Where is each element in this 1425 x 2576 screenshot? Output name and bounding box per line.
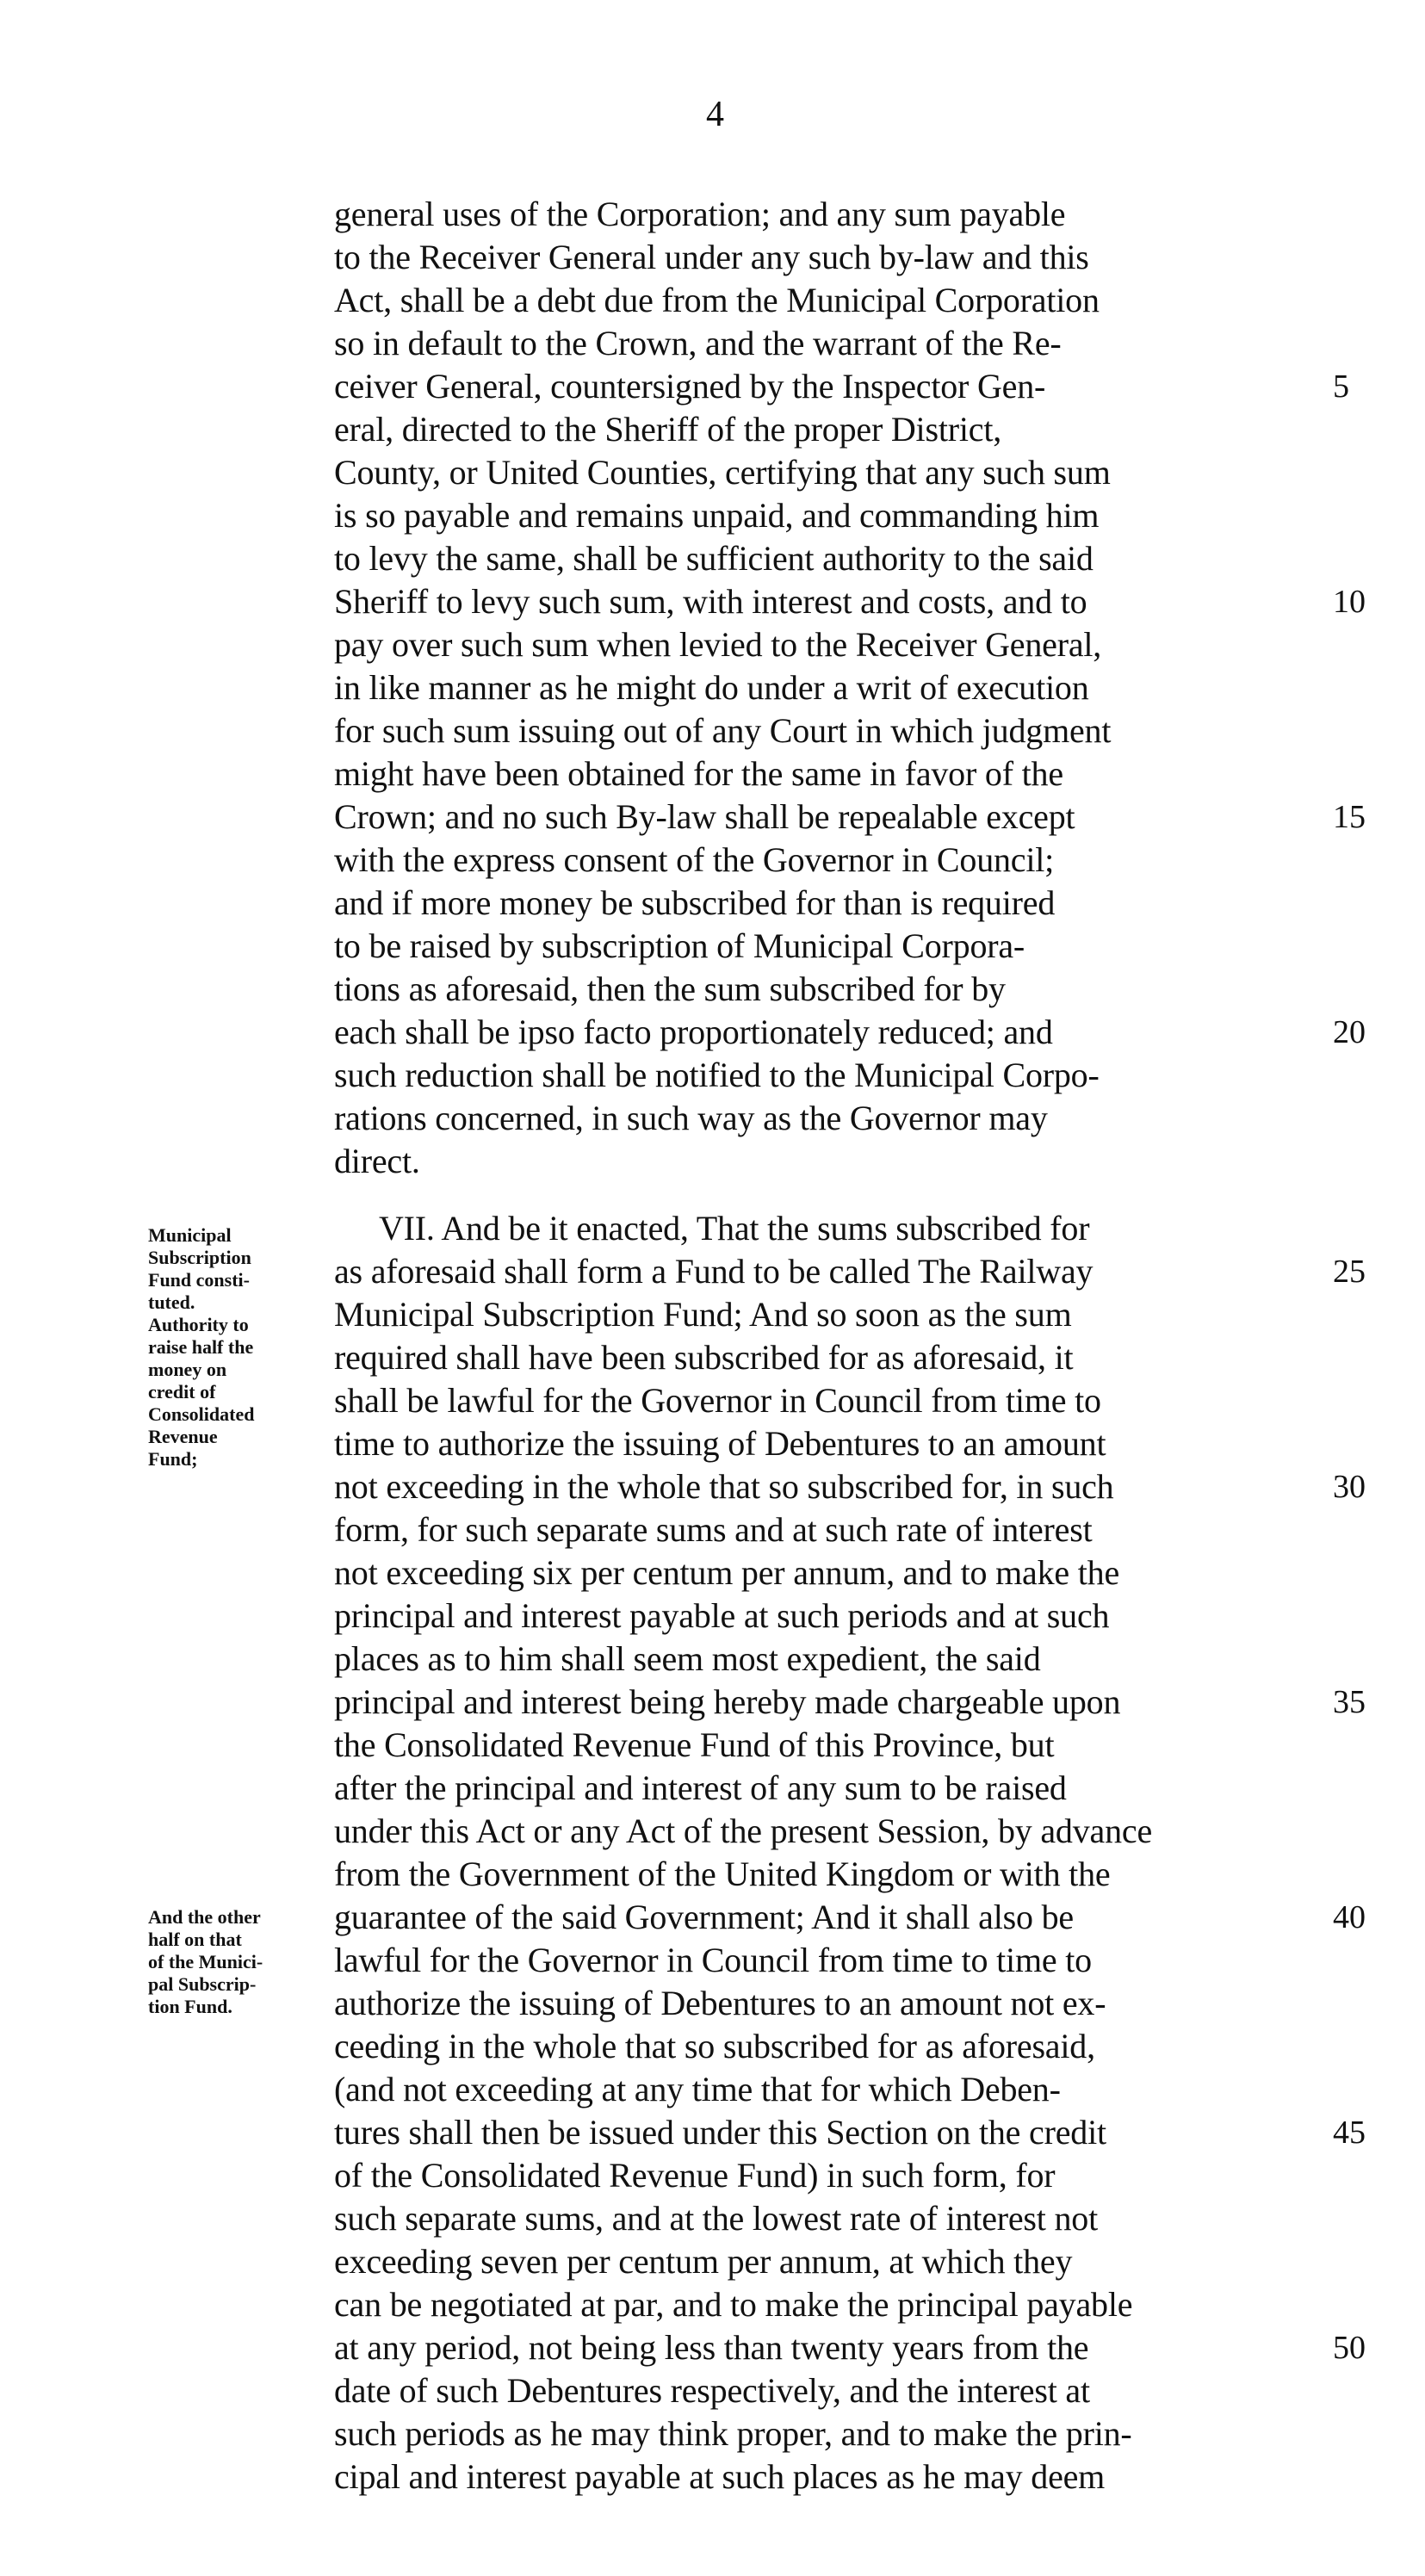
body-line: might have been obtained for the same in favor of the (334, 754, 1063, 793)
margin-note-line: Municipal (148, 1224, 232, 1246)
body-line: authorize the issuing of Debentures to an amount not ex- (334, 1984, 1106, 2022)
margin-note-line: raise half the (148, 1336, 254, 1358)
body-line: Crown; and no such By-law shall be repealable except (334, 797, 1075, 836)
body-line: Sheriff to levy such sum, with interest and costs, and to (334, 582, 1087, 621)
body-line: tions as aforesaid, then the sum subscribed for by (334, 969, 1006, 1008)
margin-note-line: half on that (148, 1929, 242, 1950)
margin-note-line: Authority to (148, 1314, 249, 1335)
body-line: of the Consolidated Revenue Fund) in such form, for (334, 2156, 1056, 2195)
line-number: 30 (1333, 1469, 1366, 1505)
body-line: each shall be ipso facto proportionately reduced; and (334, 1012, 1053, 1051)
body-line: to the Receiver General under any such by-law and this (334, 238, 1089, 276)
body-line: principal and interest payable at such periods and at such (334, 1596, 1110, 1635)
body-line: tures shall then be issued under this Section on the credit (334, 2113, 1106, 2152)
body-line: (and not exceeding at any time that for which Deben- (334, 2070, 1061, 2108)
margin-note-line: Consolidated (148, 1403, 255, 1425)
body-line: cipal and interest payable at such places as he may deem (334, 2457, 1106, 2496)
margin-note-line: money on (148, 1359, 227, 1380)
body-line: lawful for the Governor in Council from time to time to (334, 1941, 1092, 1979)
body-line: such separate sums, and at the lowest rate of interest not (334, 2199, 1099, 2238)
page-number: 4 (706, 95, 724, 134)
line-number: 5 (1333, 368, 1349, 405)
body-line: ceiver General, countersigned by the Inspector Gen- (334, 367, 1046, 406)
margin-note-line: of the Munici- (148, 1951, 263, 1972)
body-line: form, for such separate sums and at such rate of interest (334, 1510, 1093, 1549)
body-line: places as to him shall seem most expedient, the said (334, 1639, 1041, 1678)
margin-note-line: Fund; (148, 1448, 198, 1470)
line-number: 50 (1333, 2330, 1366, 2366)
body-line: with the express consent of the Governor in Council; (334, 840, 1055, 879)
body-line: in like manner as he might do under a writ of execution (334, 668, 1089, 707)
body-line: as aforesaid shall form a Fund to be called The Railway (334, 1252, 1094, 1291)
body-line: not exceeding in the whole that so subscribed for, in such (334, 1467, 1114, 1506)
margin-note-line: Subscription (148, 1247, 251, 1268)
line-number: 15 (1333, 799, 1366, 835)
body-line: such periods as he may think proper, and to make the prin- (334, 2414, 1132, 2453)
body-line: principal and interest being hereby made chargeable upon (334, 1682, 1121, 1721)
line-number: 45 (1333, 2115, 1366, 2151)
line-number: 10 (1333, 584, 1366, 620)
body-line: shall be lawful for the Governor in Council from time to (334, 1381, 1101, 1420)
body-line: the Consolidated Revenue Fund of this Province, but (334, 1725, 1055, 1764)
margin-note-line: And the other (148, 1906, 261, 1928)
body-line: County, or United Counties, certifying that any such sum (334, 453, 1111, 492)
body-line: guarantee of the said Government; And it shall also be (334, 1898, 1074, 1936)
body-line: under this Act or any Act of the present Session, by advance (334, 1811, 1152, 1850)
body-line: exceeding seven per centum per annum, at which they (334, 2242, 1073, 2281)
body-line: and if more money be subscribed for than is required (334, 883, 1056, 922)
body-line: to levy the same, shall be sufficient authority to the said (334, 539, 1094, 578)
body-line: Act, shall be a debt due from the Municipal Corporation (334, 281, 1100, 319)
body-line: pay over such sum when levied to the Receiver General, (334, 625, 1102, 664)
body-line: ceeding in the whole that so subscribed for as aforesaid, (334, 2027, 1095, 2065)
body-line: is so payable and remains unpaid, and commanding him (334, 496, 1100, 535)
body-line: not exceeding six per centum per annum, and to make the (334, 1553, 1120, 1592)
body-line: time to authorize the issuing of Debentures to an amount (334, 1424, 1106, 1463)
body-line: direct. (334, 1142, 420, 1180)
body-line: Municipal Subscription Fund; And so soon as the sum (334, 1295, 1072, 1334)
margin-note-line: tion Fund. (148, 1996, 232, 2017)
body-line: eral, directed to the Sheriff of the proper District, (334, 410, 1002, 449)
body-line: to be raised by subscription of Municipal Corpora- (334, 926, 1025, 965)
margin-note-line: Revenue (148, 1426, 218, 1447)
line-number: 35 (1333, 1684, 1366, 1720)
body-line: at any period, not being less than twenty years from the (334, 2328, 1089, 2367)
body-line: such reduction shall be notified to the Municipal Corpo- (334, 1056, 1100, 1094)
body-line: from the Government of the United Kingdom or with the (334, 1855, 1111, 1893)
body-line: general uses of the Corporation; and any sum payable (334, 195, 1066, 233)
line-number: 40 (1333, 1899, 1366, 1935)
body-line: required shall have been subscribed for as aforesaid, it (334, 1338, 1074, 1377)
section-heading-line: VII. And be it enacted, That the sums subscribed for (379, 1209, 1090, 1248)
line-number: 25 (1333, 1254, 1366, 1290)
margin-note-line: tuted. (148, 1291, 195, 1313)
line-number: 20 (1333, 1014, 1366, 1050)
margin-note-line: Fund consti- (148, 1269, 250, 1291)
body-line: date of such Debentures respectively, and the interest at (334, 2371, 1090, 2410)
body-line: rations concerned, in such way as the Governor may (334, 1099, 1048, 1137)
margin-note-line: credit of (148, 1381, 216, 1403)
body-line: for such sum issuing out of any Court in which judgment (334, 711, 1112, 750)
body-line: after the principal and interest of any sum to be raised (334, 1768, 1067, 1807)
body-line: can be negotiated at par, and to make the principal payable (334, 2285, 1133, 2324)
body-line: so in default to the Crown, and the warrant of the Re- (334, 324, 1062, 362)
margin-note-line: pal Subscrip- (148, 1973, 257, 1995)
